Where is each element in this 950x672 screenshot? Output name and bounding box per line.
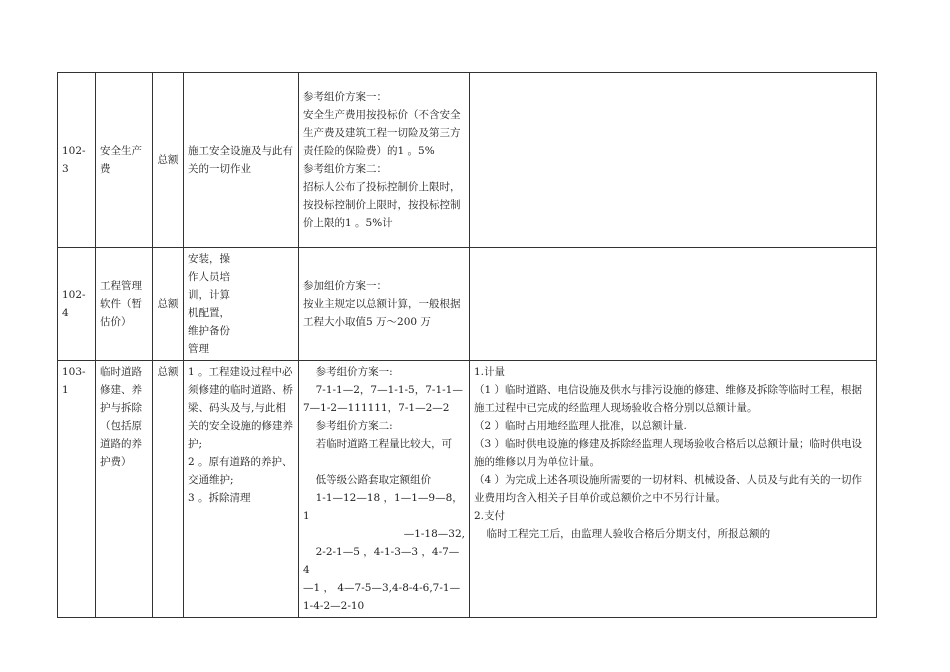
price-line	[303, 453, 465, 471]
price-line: 参考组价方案一：	[303, 91, 387, 103]
scope-line: 3 。拆除清理	[188, 492, 251, 504]
price-line: 参考组价方案二:	[315, 420, 393, 432]
item-unit: 总额	[153, 361, 184, 618]
price-line: 7-1-1—2，7—1-1-5，7-1-1—7—1-2—111111，7-1—2—2	[303, 384, 463, 414]
price-line: 参考组价方案一:	[315, 366, 393, 378]
measure-line: （3 ）临时供电设施的修建及拆除经监理人现场验收合格后以总额计量；临时供电设施的维修以月为单位计量。	[474, 438, 863, 468]
price-line: —1 ， 4—7-5—3,4-8-4-6,7-1—1-4-2—2-10	[303, 582, 461, 612]
item-price-plan	[299, 248, 470, 361]
item-measure	[470, 73, 877, 248]
price-line: 参考组价方案二：	[303, 163, 387, 175]
measure-line: 1.计量	[474, 366, 506, 378]
measure-line: 临时工程完工后，由监理人验收合格后分期支付，所报总额的	[486, 528, 771, 540]
item-code: 103-1	[58, 361, 96, 618]
measure-line: （1 ）临时道路、电信设施及供水与排污设施的修建、维修及拆除等临时工程，根据施工过程中已完成的经监理人现场验收合格分别以总额计量。	[474, 384, 863, 414]
scope-line: 安装，操	[188, 253, 230, 265]
price-line: 招标人公布了投标控制价上限时，按投标控制价上限时，按投标控制价上限的1 。5%计	[303, 181, 461, 229]
item-measure	[470, 361, 877, 618]
scope-line: 训，计算	[188, 289, 230, 301]
scope-line: 机配置，	[188, 307, 230, 319]
scope-line: 管理	[188, 343, 209, 355]
price-line: 若临时道路工程量比较大，可	[315, 438, 453, 450]
item-unit: 总额	[153, 248, 184, 361]
price-line: 低等级公路套取定额组价	[315, 474, 432, 486]
item-scope	[184, 248, 299, 361]
item-name: 临时道路修建、养护与拆除（包括原道路的养护费）	[96, 361, 153, 618]
scope-line: 1 。工程建设过程中必须修建的临时道路、桥梁、码头及与,与此相关的安全设施的修建养护;	[188, 366, 293, 450]
item-measure	[470, 248, 877, 361]
price-line: 1-1—12—18 ，1—1—9—8，1	[303, 492, 463, 522]
item-unit: 总额	[153, 73, 184, 248]
scope-line: 维护备份	[188, 325, 230, 337]
item-code: 102-3	[58, 73, 96, 248]
item-price-plan	[299, 73, 470, 248]
measure-line: 2.支付	[474, 510, 506, 522]
price-line: 2-2-1—5 ，4-1-3—3 ，4-7—4	[303, 546, 460, 576]
measure-line: （4 ）为完成上述各项设施所需要的一切材料、机械设备、人员及与此有关的一切作业费用均含入相关子目单价或总额价之中不另行计量。	[474, 474, 863, 504]
price-line: —1-18—32,	[403, 528, 465, 540]
item-code: 102-4	[58, 248, 96, 361]
cost-table	[57, 72, 877, 618]
price-line: 安全生产费用按投标价（不含安全生产费及建筑工程一切险及第三方责任险的保险费）的1 。5%	[303, 109, 461, 157]
item-scope	[184, 361, 299, 618]
item-name: 工程管理软件（暂估价）	[96, 248, 153, 361]
item-name: 安全生产费	[96, 73, 153, 248]
table-row	[58, 361, 877, 618]
scope-line: 2 。原有道路的养护、交通维护;	[188, 456, 293, 486]
table-row	[58, 248, 877, 361]
item-scope: 施工安全设施及与此有关的一切作业	[184, 73, 299, 248]
table-row	[58, 73, 877, 248]
scope-line: 作人员培	[188, 271, 230, 283]
price-line: 参加组价方案一：	[303, 280, 387, 292]
item-price-plan	[299, 361, 470, 618]
measure-line: （2 ）临时占用地经监理人批准，以总额计量.	[474, 420, 687, 432]
price-line: 按业主规定以总额计算，一般根据工程大小取值5 万～200 万	[303, 298, 461, 328]
